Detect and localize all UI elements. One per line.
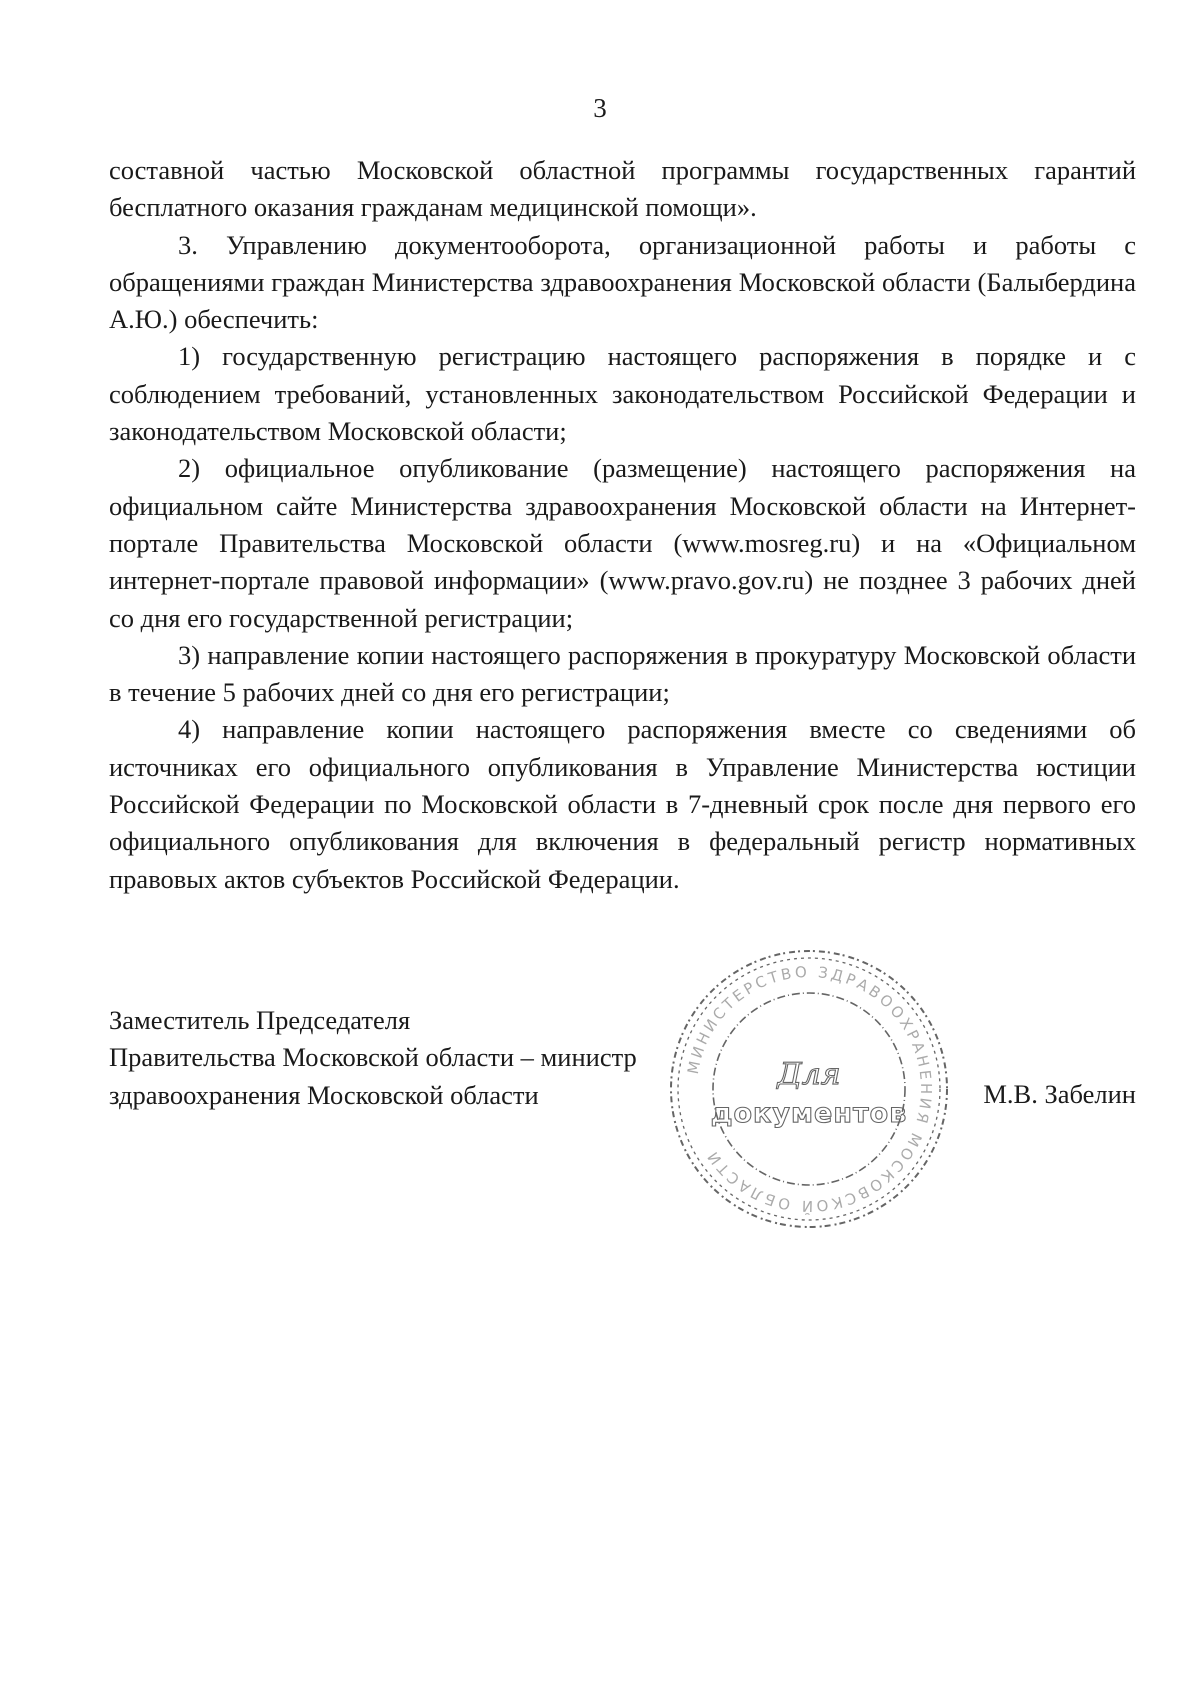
signatory-name: М.В. Забелин bbox=[983, 1079, 1136, 1109]
page-number: 3 bbox=[593, 93, 607, 123]
signatory-position bbox=[109, 1002, 637, 1114]
position-line: Заместитель Председателя bbox=[109, 1005, 411, 1035]
stamp-ring-text: МИНИСТЕРСТВО ЗДРАВООХРАНЕНИЯ МОСКОВСКОЙ ОБЛАСТИ bbox=[683, 962, 936, 1216]
paragraph-continuation: составной частью Московской областной программы государственных гарантий бесплатного оказания гражданам медицинской помощи». bbox=[109, 155, 1136, 223]
stamp-inner-line-2: документов bbox=[710, 1098, 908, 1129]
position-line: здравоохранения Московской области bbox=[109, 1079, 539, 1110]
official-stamp bbox=[664, 944, 954, 1234]
position-line: Правительства Московской области – министр bbox=[109, 1042, 637, 1073]
document-body bbox=[109, 152, 1136, 898]
stamp-inner-line-1: Для bbox=[777, 1057, 841, 1092]
paragraph-subitem-1: 1) государственную регистрацию настоящего распоряжения в порядке и с соблюдением требований, установленных законодательством Российской Федерации и законодательством Московской области; bbox=[109, 341, 1136, 447]
paragraph-item-3: 3. Управлению документооборота, организационной работы и работы с обращениями граждан Министерства здравоохранения Московской области (Балыбердина А.Ю.) обеспечить: bbox=[109, 229, 1136, 335]
paragraph-subitem-2: 2) официальное опубликование (размещение) настоящего распоряжения на официальном сайте Министерства здравоохранения Московской области на Интернет-портале Правительства Московской области (www.mosreg.ru) и на «Официальном интернет-портале правовой информации» (www.pravo.gov.ru) не позднее 3 рабочих дней со дня его государственной регистрации; bbox=[109, 453, 1136, 633]
paragraph-subitem-4: 4) направление копии настоящего распоряжения вместе со сведениями об источниках его официального опубликования в Управление Министерства юстиции Российской Федерации по Московской области в 7-дневный срок после дня первого его официального опубликования для включения в федеральный регистр нормативных правовых актов субъектов Российской Федерации. bbox=[109, 714, 1136, 894]
paragraph-subitem-3: 3) направление копии настоящего распоряжения в прокуратуру Московской области в течение 5 рабочих дней со дня его регистрации; bbox=[109, 639, 1136, 708]
